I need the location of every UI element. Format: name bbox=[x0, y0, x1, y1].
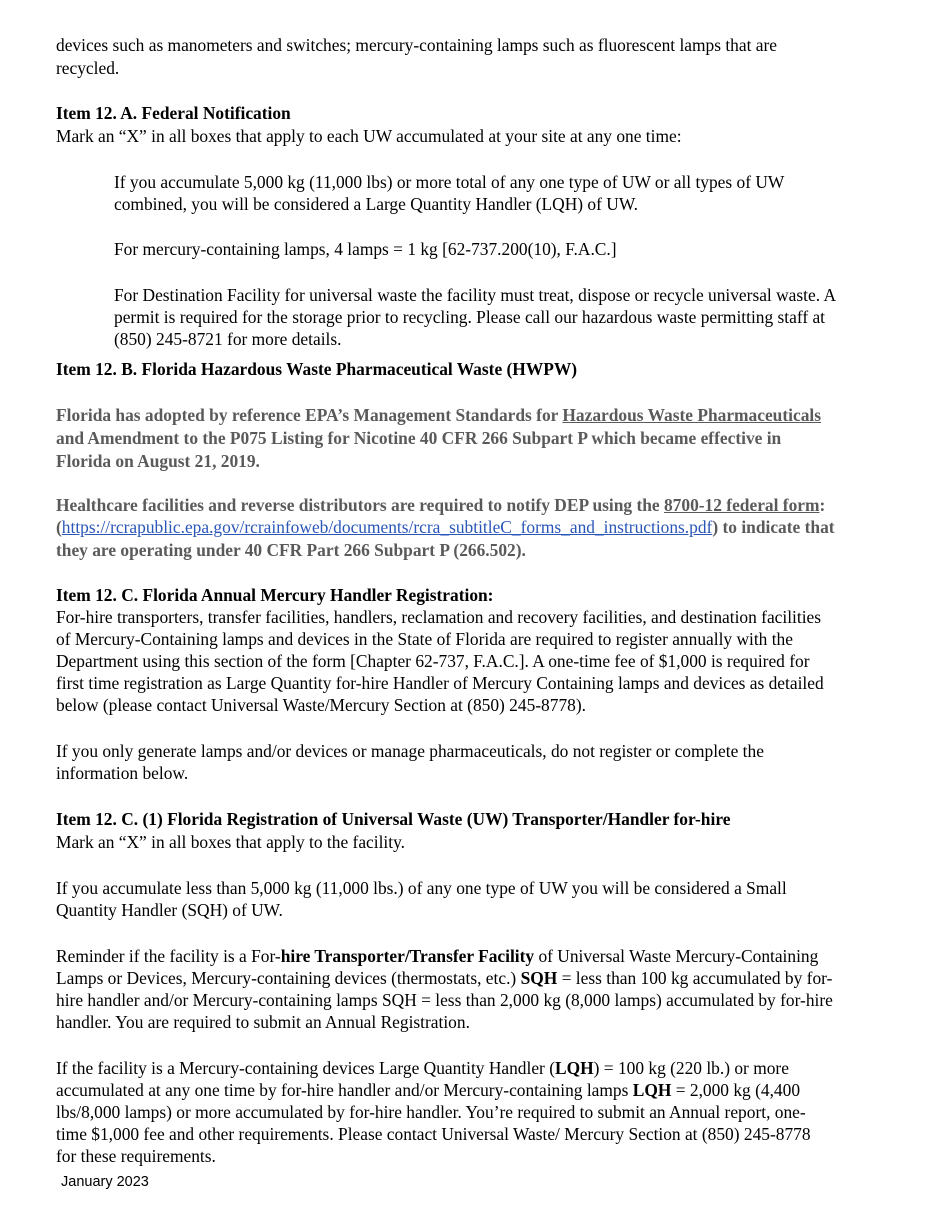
item-12a-paragraph: For Destination Facility for universal waste the facility must treat, dispose or recycle universal waste. A bbox=[114, 285, 836, 305]
hazardous-waste-pharmaceuticals-link[interactable]: Hazardous Waste Pharmaceuticals bbox=[562, 405, 821, 425]
item-12b-paragraph bbox=[56, 494, 825, 516]
bold-text: LQH bbox=[632, 1080, 672, 1100]
item-12b-paragraph bbox=[56, 516, 835, 538]
item-12a-paragraph: For mercury-containing lamps, 4 lamps = 1 kg [62-737.200(10), F.A.C.] bbox=[114, 239, 617, 259]
item-12c1-paragraph bbox=[56, 1079, 800, 1101]
item-12c-paragraph: of Mercury-Containing lamps and devices in the State of Florida are required to register annually with the bbox=[56, 629, 793, 649]
item-12c1-paragraph: Quantity Handler (SQH) of UW. bbox=[56, 900, 283, 920]
item-12c-paragraph: If you only generate lamps and/or devices or manage pharmaceuticals, do not register or complete the bbox=[56, 741, 764, 761]
item-12c1-paragraph: hire handler and/or Mercury-containing lamps SQH = less than 2,000 kg (8,000 lamps) accumulated by for-hire bbox=[56, 990, 833, 1010]
rcra-forms-url-link[interactable]: https://rcrapublic.epa.gov/rcrainfoweb/documents/rcra_subtitleC_forms_and_instructions.pdf bbox=[61, 517, 713, 537]
item-12c1-heading: Item 12. C. (1) Florida Registration of Universal Waste (UW) Transporter/Handler for-hire bbox=[56, 809, 731, 829]
footer-date: January 2023 bbox=[61, 1174, 149, 1190]
item-12c1-paragraph: lbs/8,000 lamps) or more accumulated by for-hire handler. You’re required to submit an Annual report, one- bbox=[56, 1102, 806, 1122]
federal-form-8700-12-link[interactable]: 8700-12 federal form bbox=[663, 495, 820, 515]
text: ) = 100 kg (220 lb.) or more bbox=[593, 1058, 789, 1078]
item-12c-paragraph: below (please contact Universal Waste/Mercury Section at (850) 245-8778). bbox=[56, 695, 586, 715]
item-12c1-paragraph bbox=[56, 967, 832, 989]
item-12a-paragraph: (850) 245-8721 for more details. bbox=[114, 329, 342, 349]
text: If the facility is a Mercury-containing devices Large Quantity Handler ( bbox=[56, 1058, 555, 1078]
intro-line: recycled. bbox=[56, 58, 120, 78]
text: = 2,000 kg (4,400 bbox=[671, 1080, 801, 1100]
item-12c-heading: Item 12. C. Florida Annual Mercury Handler Registration: bbox=[56, 585, 494, 605]
item-12a-paragraph: combined, you will be considered a Large Quantity Handler (LQH) of UW. bbox=[114, 194, 638, 214]
item-12b-paragraph: they are operating under 40 CFR Part 266 Subpart P (266.502). bbox=[56, 540, 526, 560]
text: = less than 100 kg accumulated by for- bbox=[557, 968, 833, 988]
item-12c1-paragraph: handler. You are required to submit an Annual Registration. bbox=[56, 1012, 470, 1032]
item-12b-paragraph bbox=[56, 404, 821, 426]
item-12c-paragraph: For-hire transporters, transfer facilities, handlers, reclamation and recovery facilities, and destination facilities bbox=[56, 607, 822, 627]
item-12c1-paragraph: If you accumulate less than 5,000 kg (11,000 lbs.) of any one type of UW you will be considered a Small bbox=[56, 878, 787, 898]
item-12c1-paragraph: for these requirements. bbox=[56, 1146, 216, 1166]
bold-text: hire Transporter/Transfer Facility bbox=[280, 946, 535, 966]
bold-text: SQH bbox=[520, 968, 558, 988]
item-12c1-paragraph: time $1,000 fee and other requirements. Please contact Universal Waste/ Mercury Section at (850) 245-8778 bbox=[56, 1124, 811, 1144]
item-12a-instruction: Mark an “X” in all boxes that apply to each UW accumulated at your site at any one time: bbox=[56, 126, 682, 146]
item-12c-paragraph: information below. bbox=[56, 763, 189, 783]
item-12a-heading: Item 12. A. Federal Notification bbox=[56, 103, 291, 123]
item-12c1-instruction: Mark an “X” in all boxes that apply to the facility. bbox=[56, 832, 405, 852]
item-12b-heading: Item 12. B. Florida Hazardous Waste Pharmaceutical Waste (HWPW) bbox=[56, 359, 578, 379]
item-12b-paragraph: Florida on August 21, 2019. bbox=[56, 451, 260, 471]
item-12c1-paragraph bbox=[56, 945, 818, 967]
item-12b-text: Florida has adopted by reference EPA’s Management Standards for bbox=[56, 405, 563, 425]
text: of Universal Waste Mercury-Containing bbox=[534, 946, 819, 966]
item-12c-paragraph: Department using this section of the form [Chapter 62-737, F.A.C.]. A one-time fee of $1,000 is required for bbox=[56, 651, 810, 671]
item-12b-text: : bbox=[819, 495, 826, 515]
item-12a-paragraph: permit is required for the storage prior to recycling. Please call our hazardous waste permitting staff at bbox=[114, 307, 826, 327]
paren-open: ( bbox=[56, 517, 62, 537]
text: accumulated at any one time by for-hire handler and/or Mercury-containing lamps bbox=[56, 1080, 633, 1100]
item-12b-text: Healthcare facilities and reverse distributors are required to notify DEP using the bbox=[56, 495, 664, 515]
text: Lamps or Devices, Mercury-containing devices (thermostats, etc.) bbox=[56, 968, 521, 988]
paren-close: ) bbox=[712, 517, 719, 537]
item-12b-text: to indicate that bbox=[718, 517, 835, 537]
item-12a-paragraph: If you accumulate 5,000 kg (11,000 lbs) or more total of any one type of UW or all types of UW bbox=[114, 172, 785, 192]
item-12c-paragraph: first time registration as Large Quantity for-hire Handler of Mercury Containing lamps and devices as detailed bbox=[56, 673, 824, 693]
bold-text: LQH bbox=[555, 1058, 594, 1078]
intro-line: devices such as manometers and switches; mercury-containing lamps such as fluorescent lamps that are bbox=[56, 35, 777, 55]
item-12c1-paragraph bbox=[56, 1057, 789, 1079]
text: Reminder if the facility is a For- bbox=[56, 946, 281, 966]
item-12b-paragraph: and Amendment to the P075 Listing for Nicotine 40 CFR 266 Subpart P which became effective in bbox=[56, 428, 782, 448]
